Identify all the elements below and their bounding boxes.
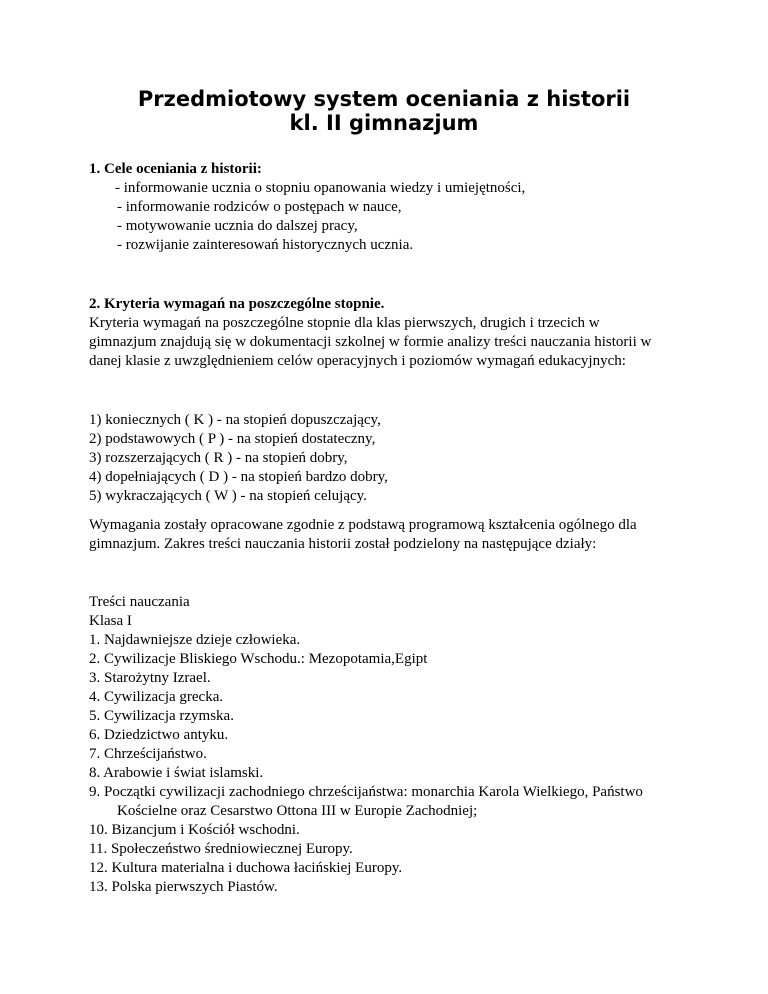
class-label: Klasa I <box>89 613 132 629</box>
topic-item: 10. Bizancjum i Kościół wschodni. <box>89 822 300 838</box>
topic-item: 1. Najdawniejsze dzieje człowieka. <box>89 632 301 648</box>
requirements-line: Wymagania zostały opracowane zgodnie z podstawą programową kształcenia ogólnego dla <box>89 517 637 533</box>
topic-item-continuation: Kościelne oraz Cesarstwo Ottona III w Europie Zachodniej; <box>117 803 478 819</box>
criteria-section <box>89 295 729 371</box>
criteria-paragraph-line: Kryteria wymagań na poszczególne stopnie dla klas pierwszych, drugich i trzecich w <box>89 315 600 331</box>
goals-item: - informowanie ucznia o stopniu opanowania wiedzy i umiejętności, <box>115 180 526 196</box>
topic-item: 2. Cywilizacje Bliskiego Wschodu.: Mezopotamia,Egipt <box>89 651 428 667</box>
topic-item: 9. Początki cywilizacji zachodniego chrześcijaństwa: monarchia Karola Wielkiego, Państwo <box>89 784 643 800</box>
document-title-line-2: kl. II gimnazjum <box>289 111 479 135</box>
goals-heading: 1. Cele oceniania z historii: <box>89 161 262 177</box>
topic-item: 12. Kultura materialna i duchowa łacińskiej Europy. <box>89 860 403 876</box>
level-item: 3) rozszerzających ( R ) - na stopień dobry, <box>89 450 348 466</box>
goals-section <box>89 160 729 255</box>
topic-item: 5. Cywilizacja rzymska. <box>89 708 234 724</box>
level-item: 5) wykraczających ( W ) - na stopień celujący. <box>89 488 367 504</box>
content-heading: Treści nauczania <box>89 594 190 610</box>
requirements-line: gimnazjum. Zakres treści nauczania historii został podzielony na następujące działy: <box>89 536 597 552</box>
topic-item: 3. Starożytny Izrael. <box>89 670 211 686</box>
level-item: 2) podstawowych ( P ) - na stopień dostateczny, <box>89 431 376 447</box>
levels-list <box>89 411 729 506</box>
level-item: 1) koniecznych ( K ) - na stopień dopuszczający, <box>89 412 381 428</box>
content-section <box>89 593 729 897</box>
requirements-paragraph <box>89 516 729 554</box>
topic-item: 8. Arabowie i świat islamski. <box>89 765 264 781</box>
goals-item: - informowanie rodziców o postępach w nauce, <box>117 199 402 215</box>
goals-item: - motywowanie ucznia do dalszej pracy, <box>117 218 358 234</box>
criteria-heading: 2. Kryteria wymagań na poszczególne stopnie. <box>89 296 385 312</box>
level-item: 4) dopełniających ( D ) - na stopień bardzo dobry, <box>89 469 388 485</box>
document-title-line-1: Przedmiotowy system oceniania z historii <box>137 87 631 111</box>
goals-item: - rozwijanie zainteresowań historycznych ucznia. <box>117 237 414 253</box>
topic-item: 7. Chrześcijaństwo. <box>89 746 207 762</box>
topic-item: 13. Polska pierwszych Piastów. <box>89 879 278 895</box>
topic-item: 4. Cywilizacja grecka. <box>89 689 224 705</box>
criteria-paragraph-line: danej klasie z uwzględnieniem celów operacyjnych i poziomów wymagań edukacyjnych: <box>89 353 626 369</box>
topic-item: 6. Dziedzictwo antyku. <box>89 727 229 743</box>
criteria-paragraph-line: gimnazjum znajdują się w dokumentacji szkolnej w formie analizy treści nauczania historii w <box>89 334 652 350</box>
topic-item: 11. Społeczeństwo średniowiecznej Europy. <box>89 841 353 857</box>
